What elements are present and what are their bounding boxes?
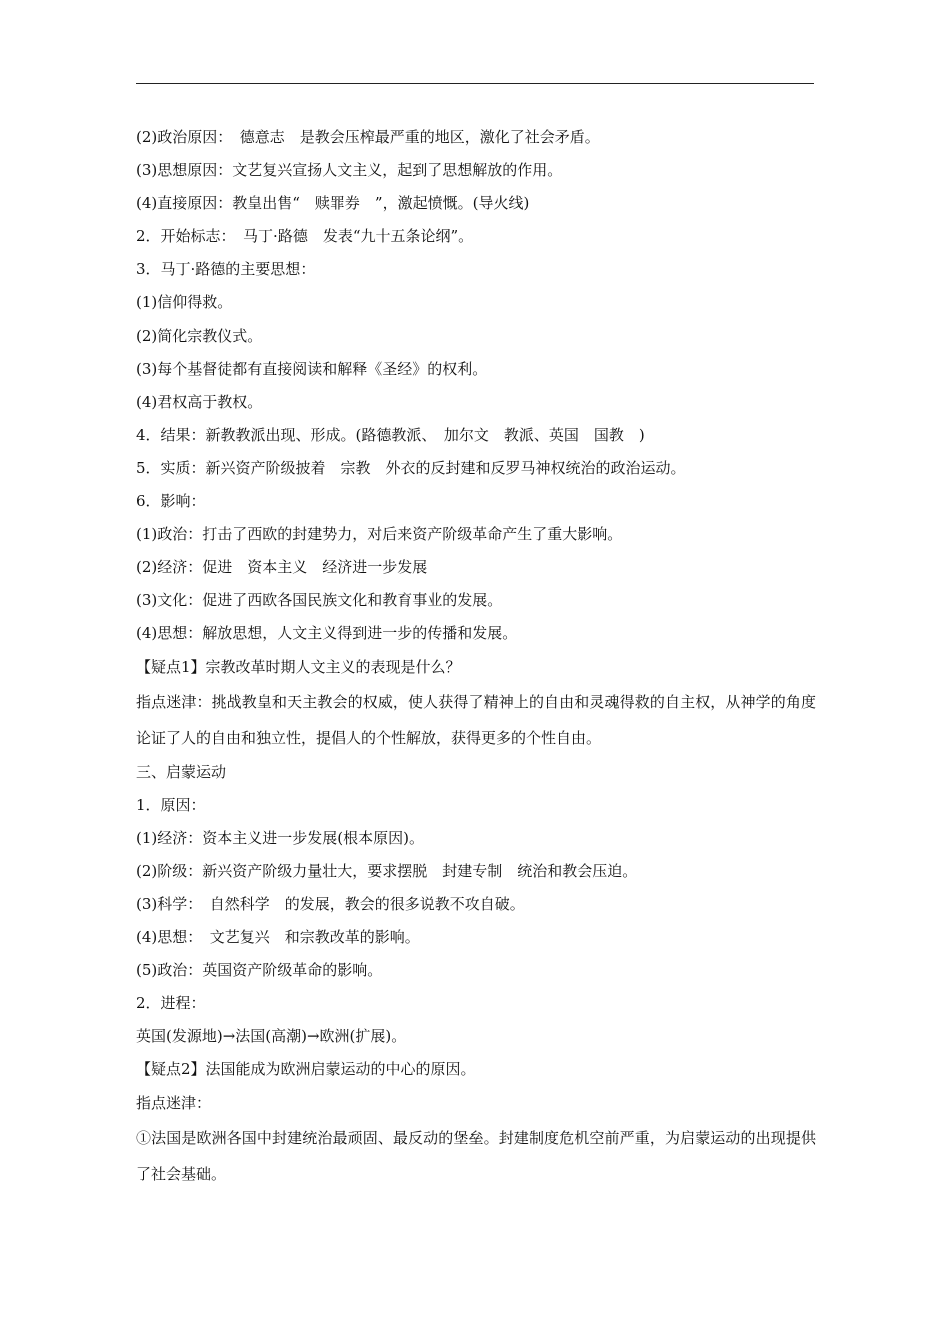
section-heading: 三、启蒙运动	[136, 762, 227, 781]
header-rule	[136, 83, 814, 84]
text-line: (2)阶级：新兴资产阶级力量壮大，要求摆脱 封建专制 统治和教会压迫。	[136, 861, 638, 880]
document-body	[136, 121, 816, 1192]
text-line: 【疑点1】宗教改革时期人文主义的表现是什么？	[136, 657, 461, 676]
text-line: 【疑点2】法国能成为欧洲启蒙运动的中心的原因。	[136, 1060, 476, 1079]
text-line: (2)经济：促进 资本主义 经济进一步发展	[136, 558, 428, 577]
text-line: (2)简化宗教仪式。	[136, 326, 263, 345]
text-line: (1)经济：资本主义进一步发展(根本原因)。	[136, 828, 424, 847]
text-line: 6．影响：	[136, 492, 206, 511]
text-line: 3．马丁·路德的主要思想：	[136, 260, 316, 279]
text-line: 1．原因：	[136, 795, 206, 814]
text-line: 4．结果：新教教派出现、形成。(路德教派、 加尔文 教派、英国 国教 )	[136, 425, 645, 444]
text-line: (4)君权高于教权。	[136, 392, 263, 411]
text-line: (3)科学： 自然科学 的发展，教会的很多说教不攻自破。	[136, 894, 525, 913]
text-line: 5．实质：新兴资产阶级披着 宗教 外衣的反封建和反罗马神权统治的政治运动。	[136, 458, 686, 477]
text-line: (3)文化：促进了西欧各国民族文化和教育事业的发展。	[136, 591, 503, 610]
explanation-paragraph: 指点迷津：挑战教皇和天主教会的权威，使人获得了精神上的自由和灵魂得救的自主权，从神学的角度论证了人的自由和独立性，提倡人的个性解放，获得更多的个性自由。	[136, 692, 816, 747]
explanation-paragraph: ①法国是欧洲各国中封建统治最顽固、最反动的堡垒。封建制度危机空前严重，为启蒙运动的出现提供了社会基础。	[136, 1128, 816, 1183]
text-line: 2．进程：	[136, 994, 206, 1013]
text-line: (5)政治：英国资产阶级革命的影响。	[136, 961, 383, 980]
text-line: (1)政治：打击了西欧的封建势力，对后来资产阶级革命产生了重大影响。	[136, 525, 623, 544]
text-line: 英国(发源地)→法国(高潮)→欧洲(扩展)。	[136, 1027, 407, 1046]
text-line: 2．开始标志： 马丁·路德 发表“九十五条论纲”。	[136, 227, 474, 246]
text-line: (4)思想：解放思想，人文主义得到进一步的传播和发展。	[136, 624, 518, 643]
text-line: (4)直接原因：教皇出售“ 赎罪券 ”，激起愤慨。(导火线)	[136, 194, 530, 213]
text-line: 指点迷津：	[136, 1093, 212, 1112]
text-line: (3)每个基督徒都有直接阅读和解释《圣经》的权利。	[136, 359, 488, 378]
text-line: (3)思想原因：文艺复兴宣扬人文主义，起到了思想解放的作用。	[136, 161, 563, 180]
text-line: (2)政治原因： 德意志 是教会压榨最严重的地区，激化了社会矛盾。	[136, 128, 600, 146]
text-line: (1)信仰得救。	[136, 293, 233, 312]
text-line: (4)思想： 文艺复兴 和宗教改革的影响。	[136, 928, 420, 947]
